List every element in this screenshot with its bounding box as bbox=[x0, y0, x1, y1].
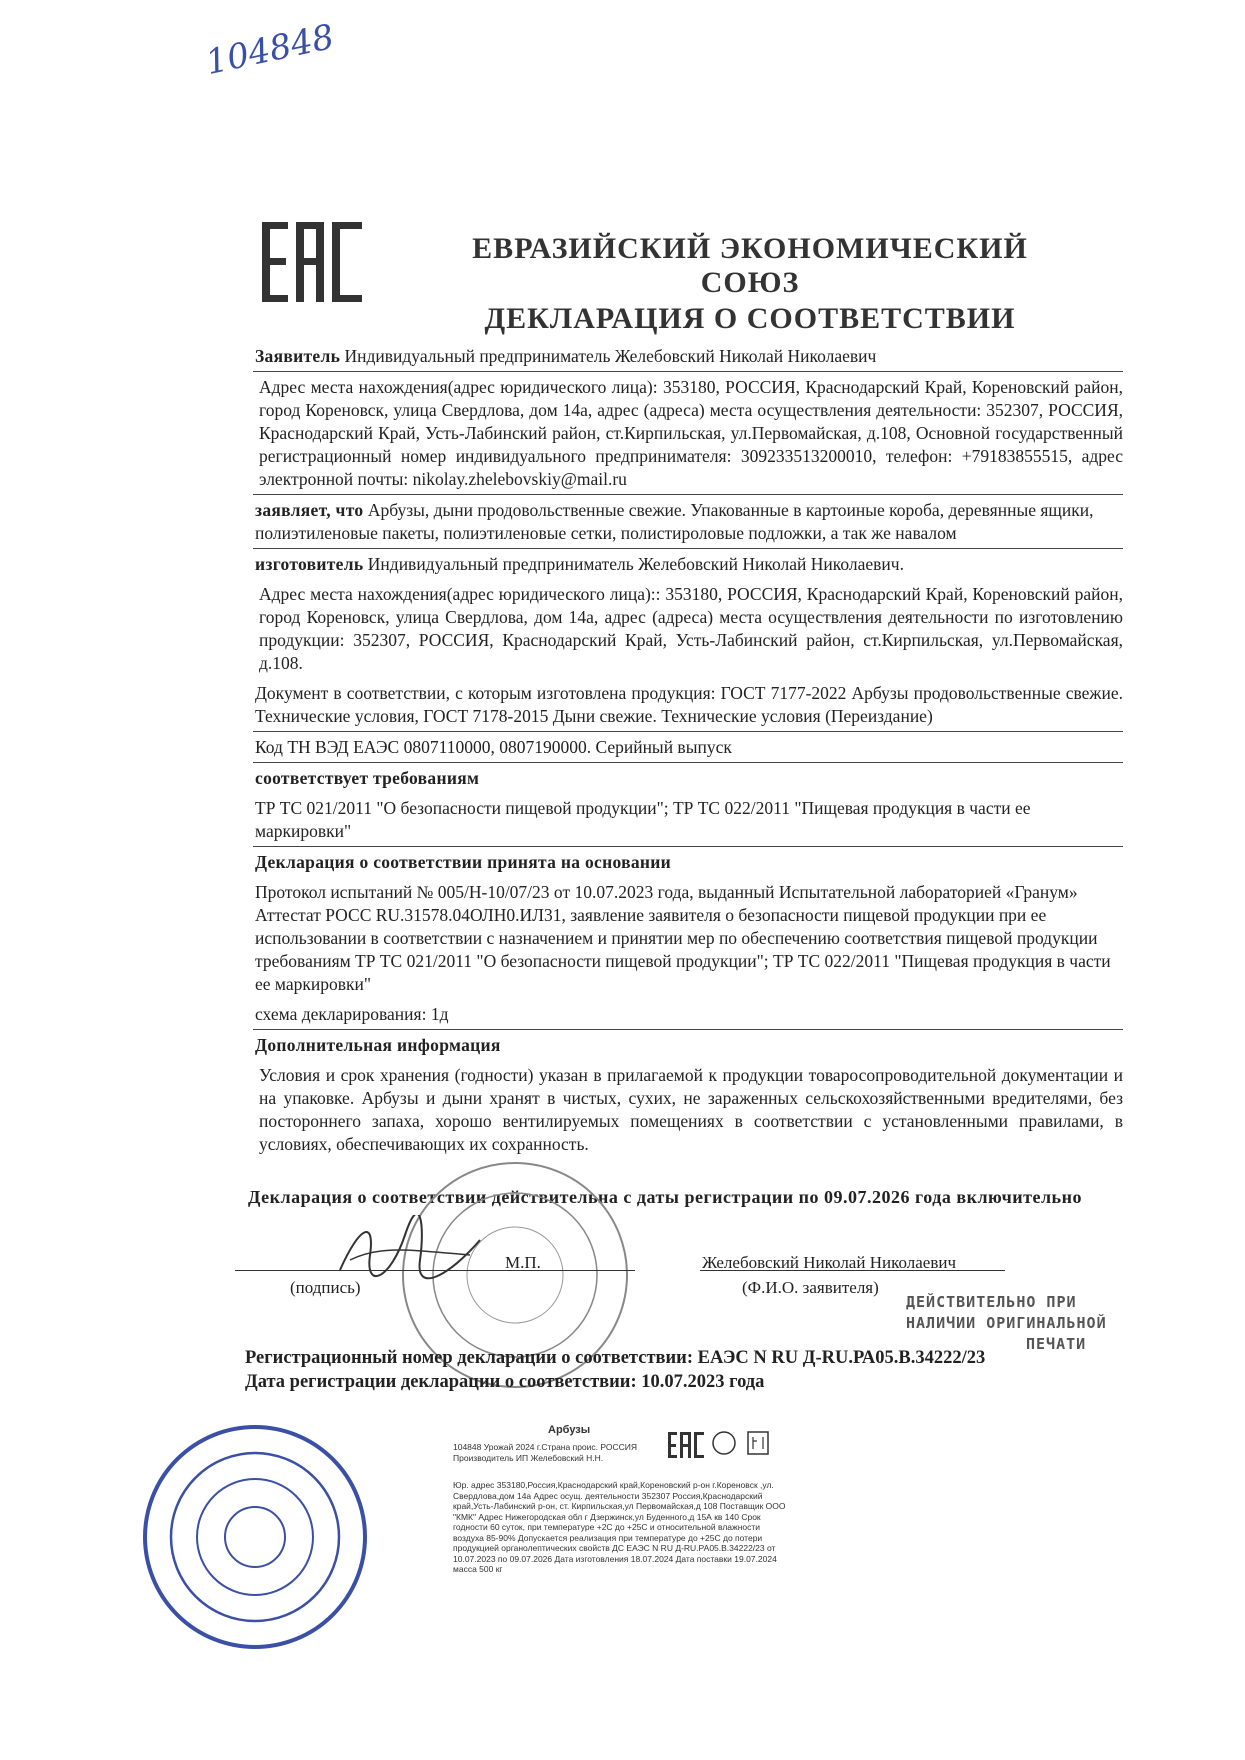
applicant-signature bbox=[330, 1215, 490, 1285]
union-title: ЕВРАЗИЙСКИЙ ЭКОНОМИЧЕСКИЙ СОЮЗ bbox=[472, 232, 1028, 299]
registration-block bbox=[245, 1346, 985, 1394]
declares-label: заявляет, что bbox=[255, 500, 364, 520]
label-details: Юр. адрес 353180,Россия,Краснодарский край,Кореновский р-он г.Кореновск ,ул. Свердлова,дом 14а Адрес осущ. деятельности 352307 Россия,Краснодарский край,Усть-Лабинский р-он, ст. Кирпильская,ул Первомайская,д 108 Поставщик ООО "КМК" Адрес Нижегородская обл г Дзержинск,ул Буденного,д 15А кв 140 Срок годности 60 суток, при температуре +2С до +25С и относительной влажности воздуха 85-90% Допускается реализация при температуре до +25С до потери продукцией органолептических свойств ДС ЕАЭС N RU Д-RU.РА05.В.34222/23 от 10.07.2023 по 09.07.2026 Дата изготовления 18.07.2024 Дата поставки 19.07.2024 масса 500 кг bbox=[453, 1480, 786, 1574]
manufacturer-value: Индивидуальный предприниматель Желебовский Николай Николаевич. bbox=[367, 554, 904, 574]
signature-line bbox=[235, 1270, 635, 1271]
recycle-pap-icon bbox=[713, 1432, 735, 1454]
validity-statement: Декларация о соответствии действительна с даты регистрации по 09.07.2026 года включительно bbox=[248, 1187, 1082, 1207]
tn-ved-code: Код ТН ВЭД ЕАЭС 0807110000, 0807190000. Серийный выпуск bbox=[253, 735, 1123, 763]
label-marking-icons bbox=[668, 1428, 780, 1464]
handwritten-number: 104848 bbox=[202, 16, 338, 84]
registration-number: Регистрационный номер декларации о соответствии: ЕАЭС N RU Д-RU.РА05.В.34222/23 bbox=[245, 1348, 986, 1368]
signature-caption: (подпись) bbox=[290, 1278, 361, 1297]
additional-label-text: Дополнительная информация bbox=[255, 1035, 501, 1055]
label-origin: 104848 Урожай 2024 г.Страна проис. РОССИЯ Производитель ИП Желебовский Н.Н. bbox=[453, 1442, 637, 1463]
basis-label bbox=[253, 850, 1123, 877]
label-title: Арбузы bbox=[548, 1424, 591, 1436]
applicant-label: Заявитель bbox=[255, 346, 341, 366]
declares-section bbox=[253, 498, 1123, 549]
registration-date: Дата регистрации декларации о соответствии: 10.07.2023 года bbox=[245, 1372, 765, 1392]
additional-value: Условия и срок хранения (годности) указан в прилагаемой к продукции товаросопроводительной документации и на упаковке. Арбузы и дыни хранят в чистых, сухих, не зараженных сельскохозяйственными вредителями, без постороннего запаха, хорошо вентилируемых помещениях в соответствии с установленными правилами, в условиях, обеспечивающих их сохранность. bbox=[259, 1065, 1123, 1154]
additional-label bbox=[253, 1033, 1123, 1060]
requirements-label-text: соответствует требованиям bbox=[255, 768, 480, 788]
supplier-blue-stamp bbox=[140, 1422, 370, 1652]
requirements-value: ТР ТС 021/2011 "О безопасности пищевой продукции"; ТР ТС 022/2011 "Пищевая продукция в части ее маркировки" bbox=[253, 796, 1123, 847]
eac-small-icon bbox=[668, 1432, 704, 1458]
copy-stamp-line: НАЛИЧИИ ОРИГИНАЛЬНОЙ bbox=[906, 1314, 1107, 1332]
declaration-body bbox=[253, 344, 1123, 1162]
applicant-name: Желебовский Николай Николаевич bbox=[702, 1253, 956, 1272]
declaration-title: ДЕКЛАРАЦИЯ О СООТВЕТСТВИИ bbox=[484, 302, 1016, 335]
seal-place-mark: М.П. bbox=[505, 1253, 541, 1272]
manufacturer-label: изготовитель bbox=[255, 554, 364, 574]
applicant-value: Индивидуальный предприниматель Желебовский Николай Николаевич bbox=[344, 346, 877, 366]
requirements-label bbox=[253, 766, 1123, 793]
copy-stamp-line: ДЕЙСТВИТЕЛЬНО ПРИ bbox=[906, 1293, 1077, 1311]
basis-value: Протокол испытаний № 005/Н-10/07/23 от 10.07.2023 года, выданный Испытательной лабораторией «Гранум» Аттестат РОСС RU.31578.04ОЛН0.ИЛ31, заявление заявителя о безопасности пищевой продукции при ее использовании в соответствии с назначением и принятии мер по обеспечению соответствия пищевой продукции требованиям ТР ТС 021/2011 "О безопасности пищевой продукции"; ТР ТС 022/2011 "Пищевая продукция в части ее маркировки" bbox=[255, 882, 1111, 994]
applicant-name-caption: (Ф.И.О. заявителя) bbox=[742, 1278, 879, 1297]
applicant-address: Адрес места нахождения(адрес юридического лица): 353180, РОССИЯ, Краснодарский Край, Кореновский район, город Кореновск, улица Свердлова, дом 14а, адрес (адреса) места осуществления деятельности: 352307, РОССИЯ, Краснодарский Край, Усть-Лабинский район, ст.Кирпильская, ул.Первомайская, д.108, Основной государственный регистрационный номер индивидуального предпринимателя: 309233513200010, телефон: +79183855515, адрес электронной почты: nikolay.zhelebovskiy@mail.ru bbox=[253, 375, 1123, 495]
manufacturer-address: Адрес места нахождения(адрес юридического лица):: 353180, РОССИЯ, Краснодарский Край, Кореновский район, город Кореновск, улица Свердлова, дом 14а, адрес (адреса) места осуществления деятельности по изготовлению продукции: 352307, РОССИЯ, Краснодарский Край, Усть-Лабинский район, ст.Кирпильская, ул.Первомайская, д.108. bbox=[259, 584, 1123, 673]
manufacturer-section bbox=[253, 552, 1123, 579]
declares-value: Арбузы, дыни продовольственные свежие. Упакованные в картоиные короба, деревянные ящики, полиэтиленовые пакеты, полиэтиленовые сетки, полистироловые подложки, а так же навалом bbox=[255, 500, 1094, 543]
basis-label-text: Декларация о соответствии принята на основании bbox=[255, 852, 672, 872]
declaration-scheme: схема декларирования: 1д bbox=[253, 1002, 1123, 1030]
food-contact-icon bbox=[748, 1432, 768, 1454]
eac-logo-icon bbox=[262, 222, 362, 302]
copy-stamp-line: ПЕЧАТИ bbox=[1026, 1335, 1087, 1353]
document-header bbox=[420, 232, 1080, 336]
applicant-section bbox=[253, 344, 1123, 372]
manufacturer-document: Документ в соответствии, с которым изготовлена продукция: ГОСТ 7177-2022 Арбузы продовольственные свежие. Технические условия, ГОСТ 7178-2015 Дыни свежие. Технические условия (Переиздание) bbox=[253, 681, 1123, 732]
